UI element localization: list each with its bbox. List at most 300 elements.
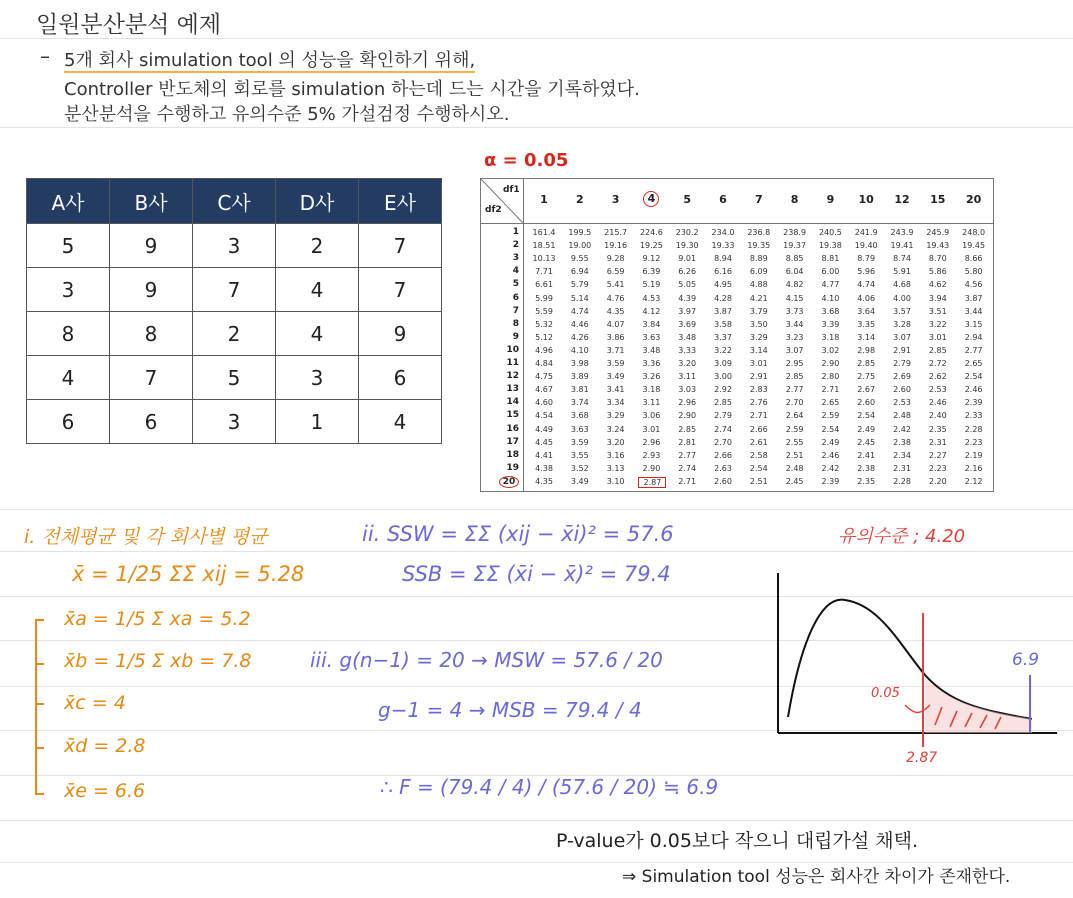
f-table-cell: 2.91 xyxy=(893,345,911,355)
f-table-cell: 3.01 xyxy=(928,332,947,342)
table-cell: 5 xyxy=(193,356,276,400)
f-table-cell: 19.43 xyxy=(926,241,950,251)
table-cell: 7 xyxy=(110,356,193,400)
f-table-cell: 5.79 xyxy=(570,280,589,290)
f-table-cell: 3.84 xyxy=(642,319,661,329)
table-cell: 3 xyxy=(276,356,359,400)
f-table-cell: 2.81 xyxy=(678,437,697,447)
table-row xyxy=(27,268,442,312)
header-e: E사 xyxy=(359,179,442,224)
f-table-cell: 2.60 xyxy=(893,385,911,395)
f-table-col-header: 8 xyxy=(790,193,799,206)
f-table-cell: 6.09 xyxy=(749,267,768,277)
table-cell: 4 xyxy=(359,400,442,444)
f-table-cell: 5.32 xyxy=(535,319,553,329)
f-table-cell: 2.35 xyxy=(857,476,876,486)
table-cell: 9 xyxy=(110,224,193,268)
f-table-cell: 3.79 xyxy=(749,306,768,316)
f-table-cell: 3.64 xyxy=(857,306,876,316)
f-table-row-label: 11 xyxy=(506,358,519,368)
f-table-cell: 3.07 xyxy=(785,345,804,355)
f-table-cell: 2.72 xyxy=(928,359,947,368)
f-table-col-header: 20 xyxy=(965,193,982,206)
conclusion-1: P-value가 0.05보다 작으니 대립가설 채택. xyxy=(556,830,919,852)
f-table-cell: 10.13 xyxy=(532,254,556,264)
f-table-cell: 4.75 xyxy=(535,372,553,382)
f-table-cell: 2.23 xyxy=(928,463,947,473)
f-table-cell: 3.73 xyxy=(785,306,804,316)
f-table-cell: 2.65 xyxy=(821,398,840,408)
f-table-cell: 19.45 xyxy=(962,241,986,251)
f-table-cell: 4.95 xyxy=(714,280,732,290)
f-table-cell: 238.9 xyxy=(783,228,807,237)
df2-label: df2 xyxy=(485,205,502,215)
f-table-cell: 245.9 xyxy=(926,228,950,237)
f-table-cell: 3.37 xyxy=(714,332,732,342)
f-table-cell: 5.05 xyxy=(678,280,697,290)
f-table-cell: 8.89 xyxy=(749,254,768,264)
f-table-cell: 19.33 xyxy=(711,241,735,251)
f-table-cell: 4.21 xyxy=(749,293,768,303)
df1-label: df1 xyxy=(503,185,520,195)
f-table-cell: 2.46 xyxy=(821,450,840,460)
f-table-cell: 2.40 xyxy=(928,411,947,421)
table-cell: 6 xyxy=(110,400,193,444)
f-table-cell: 2.75 xyxy=(857,372,876,382)
f-table-cell: 3.09 xyxy=(714,359,732,368)
mean-b: x̄b = 1/5 Σ xb = 7.8 xyxy=(64,650,252,672)
f-table-cell: 3.28 xyxy=(893,319,911,329)
f-table-col-header: 12 xyxy=(894,193,910,206)
f-table-cell: 3.23 xyxy=(785,332,804,342)
f-table-col-header: 2 xyxy=(575,193,584,206)
f-table-cell: 3.97 xyxy=(678,306,697,316)
f-table-cell: 234.0 xyxy=(711,228,735,237)
page-title: 일원분산분석 예제 xyxy=(36,12,222,38)
f-table-cell: 2.53 xyxy=(928,385,947,395)
f-table-cell: 3.10 xyxy=(606,476,625,486)
f-table-cell: 4.76 xyxy=(606,293,625,303)
f-table-cell: 2.49 xyxy=(821,437,840,447)
table-cell: 7 xyxy=(359,224,442,268)
f-table-cell: 8.74 xyxy=(893,254,911,264)
f-table-cell: 4.84 xyxy=(535,359,553,368)
f-table-cell: 3.11 xyxy=(678,372,697,382)
f-table-cell: 2.16 xyxy=(964,463,983,473)
f-table-cell: 5.91 xyxy=(893,267,911,277)
f-table-cell: 8.79 xyxy=(857,254,876,264)
mean-d: x̄d = 2.8 xyxy=(64,735,146,757)
f-table-cell: 4.74 xyxy=(570,306,589,316)
f-table-cell: 6.59 xyxy=(606,267,625,277)
f-table-cell: 4.74 xyxy=(857,280,876,290)
f-table-col-header: 15 xyxy=(930,193,946,206)
f-table-row-label: 2 xyxy=(512,240,519,251)
f-table-cell: 2.59 xyxy=(821,411,840,421)
company-data-table xyxy=(26,178,442,444)
f-table-cell: 2.54 xyxy=(821,424,840,434)
f-table-cell: 4.39 xyxy=(678,293,697,303)
f-table-cell: 3.34 xyxy=(606,398,625,408)
f-table-cell: 3.74 xyxy=(570,398,589,408)
table-row xyxy=(27,356,442,400)
problem-line-2: Controller 반도체의 회로를 simulation 하는데 드는 시간을 기록하였다. xyxy=(64,79,640,100)
f-table-cell: 8.66 xyxy=(964,254,983,264)
table-cell: 4 xyxy=(276,268,359,312)
f-table-cell: 2.31 xyxy=(928,437,947,447)
f-table-cell: 2.20 xyxy=(928,476,947,486)
f-table-row-label: 13 xyxy=(506,384,519,395)
f-table-cell: 2.83 xyxy=(749,385,768,395)
f-distribution-graph xyxy=(770,565,1065,780)
f-table-cell: 2.95 xyxy=(785,359,804,368)
f-table-cell: 2.46 xyxy=(964,385,983,395)
f-table-cell: 2.33 xyxy=(964,411,983,421)
graph-alpha-label: 0.05 xyxy=(871,686,900,701)
f-table-cell: 3.87 xyxy=(714,306,732,316)
f-table-cell: 2.77 xyxy=(785,385,804,395)
means-bracket xyxy=(30,612,50,802)
f-table-cell: 3.07 xyxy=(893,332,911,342)
f-table-cell: 3.44 xyxy=(964,306,983,316)
f-table-cell: 19.16 xyxy=(604,241,628,251)
step1-title: i. 전체평균 및 각 회사별 평균 xyxy=(24,526,268,548)
f-table-cell: 4.54 xyxy=(535,411,553,421)
f-table-cell: 8.94 xyxy=(714,254,732,264)
f-table-cell: 5.14 xyxy=(570,293,589,303)
f-table-cell: 6.16 xyxy=(714,267,732,277)
f-table-cell: 8.70 xyxy=(928,254,947,264)
f-table-cell: 2.85 xyxy=(678,424,697,434)
f-table-cell: 215.7 xyxy=(604,228,628,237)
f-table-cell: 230.2 xyxy=(675,228,699,237)
f-table-cell: 4.28 xyxy=(714,293,732,303)
msb-formula: g−1 = 4 → MSB = 79.4 / 4 xyxy=(378,698,642,722)
f-table-cell: 2.42 xyxy=(821,463,840,473)
f-table-row-label: 15 xyxy=(506,410,519,421)
f-table-cell: 161.4 xyxy=(532,228,556,237)
f-table-cell: 2.59 xyxy=(785,424,804,434)
f-table-cell: 2.79 xyxy=(893,359,911,368)
f-table-cell: 2.45 xyxy=(857,437,876,447)
f-table-cell: 3.58 xyxy=(714,319,732,329)
f-table-cell: 3.41 xyxy=(606,385,625,395)
f-table-cell: 4.53 xyxy=(642,293,661,303)
f-table-cell: 3.24 xyxy=(606,424,625,434)
f-table-cell: 2.74 xyxy=(678,463,697,473)
f-table-cell: 243.9 xyxy=(890,228,914,237)
f-table-cell: 4.96 xyxy=(535,345,553,355)
f-table-cell: 2.90 xyxy=(642,463,661,473)
f-table-cell: 2.62 xyxy=(928,372,947,382)
f-table-cell: 2.31 xyxy=(893,463,911,473)
f-table-cell: 2.87 xyxy=(638,477,666,488)
table-row xyxy=(27,400,442,444)
table-cell: 3 xyxy=(27,268,110,312)
mean-a: x̄a = 1/5 Σ xa = 5.2 xyxy=(64,608,251,630)
f-table-cell: 2.92 xyxy=(714,385,732,395)
f-table-cell: 6.61 xyxy=(535,280,553,290)
f-table-cell: 19.35 xyxy=(747,241,771,251)
f-table-cell: 3.57 xyxy=(893,306,911,316)
f-table-cell: 5.41 xyxy=(606,280,625,290)
f-table-cell: 2.55 xyxy=(785,437,804,447)
header-c: C사 xyxy=(193,179,276,224)
ssb-formula: SSB = ΣΣ (x̄i − x̄)² = 79.4 xyxy=(402,562,671,586)
f-table-cell: 3.14 xyxy=(857,332,876,342)
f-table-cell: 2.66 xyxy=(749,424,768,434)
f-table-cell: 3.44 xyxy=(785,319,804,329)
f-table-cell: 3.36 xyxy=(642,359,661,368)
f-table-cell: 3.20 xyxy=(606,437,625,447)
f-table-cell: 7.71 xyxy=(535,267,553,277)
f-table-row-label: 12 xyxy=(506,371,519,382)
f-table-cell: 2.85 xyxy=(714,398,732,408)
f-table-cell: 2.58 xyxy=(749,450,768,460)
f-table-cell: 4.35 xyxy=(606,306,625,316)
f-table-cell: 4.26 xyxy=(570,332,589,342)
f-table-cell: 4.00 xyxy=(893,293,911,303)
f-table-cell: 2.38 xyxy=(857,463,876,473)
f-table-cell: 3.13 xyxy=(606,463,625,473)
f-table-cell: 4.35 xyxy=(535,476,553,486)
f-table-cell: 236.8 xyxy=(747,228,771,237)
f-table-cell: 3.48 xyxy=(678,332,697,342)
f-table-cell: 3.71 xyxy=(606,345,625,355)
f-table-cell: 248.0 xyxy=(962,228,986,237)
f-table-cell: 4.77 xyxy=(821,280,840,290)
f-table-cell: 4.67 xyxy=(535,385,553,395)
f-table-cell: 2.54 xyxy=(749,463,768,473)
f-table-cell: 4.45 xyxy=(535,437,553,447)
f-table-cell: 4.56 xyxy=(964,280,983,290)
f-table-cell: 2.27 xyxy=(928,450,947,460)
f-table-cell: 2.70 xyxy=(785,398,804,408)
f-table-cell: 240.5 xyxy=(818,228,842,237)
f-table-cell: 2.79 xyxy=(714,411,732,421)
f-table-cell: 2.85 xyxy=(928,345,947,355)
f-table-cell: 3.59 xyxy=(570,437,589,447)
grand-mean: x̄ = 1/25 ΣΣ xij = 5.28 xyxy=(72,562,305,586)
table-cell: 4 xyxy=(27,356,110,400)
f-table-cell: 2.71 xyxy=(749,411,768,421)
f-table-cell: 19.30 xyxy=(675,241,699,251)
f-table-cell: 3.39 xyxy=(821,319,840,329)
f-table-cell: 2.67 xyxy=(857,385,876,395)
f-table-cell: 2.38 xyxy=(893,437,911,447)
table-cell: 2 xyxy=(276,224,359,268)
f-table-cell: 2.49 xyxy=(857,424,876,434)
f-table-cell: 2.51 xyxy=(749,476,768,486)
f-table-cell: 4.49 xyxy=(535,424,553,434)
f-table-cell: 19.40 xyxy=(854,241,878,251)
f-table-cell: 3.87 xyxy=(964,293,983,303)
f-table-cell: 3.52 xyxy=(570,463,589,473)
f-table-cell: 2.45 xyxy=(785,476,804,486)
f-table-cell: 4.82 xyxy=(785,280,804,290)
significance-value: 유의수준 ; 4.20 xyxy=(838,526,966,547)
table-cell: 3 xyxy=(193,224,276,268)
f-table-cell: 8.81 xyxy=(821,254,840,264)
f-table-row-label: 8 xyxy=(512,318,519,329)
f-table-cell: 2.70 xyxy=(714,437,732,447)
f-table-cell: 3.69 xyxy=(678,319,697,329)
f-table-cell: 3.22 xyxy=(928,319,947,329)
ssw-formula: ii. SSW = ΣΣ (xij − x̄i)² = 57.6 xyxy=(362,522,674,546)
f-table-row-label: 18 xyxy=(506,449,519,460)
f-value: ∴ F = (79.4 / 4) / (57.6 / 20) ≒ 6.9 xyxy=(380,775,719,799)
table-cell: 9 xyxy=(359,312,442,356)
f-table-cell: 4.06 xyxy=(857,293,876,303)
f-table-cell: 4.62 xyxy=(928,280,947,290)
f-table-row-label: 6 xyxy=(512,292,519,303)
f-table-col-header: 6 xyxy=(719,193,727,206)
f-table-row-label: 17 xyxy=(506,436,519,447)
header-b: B사 xyxy=(110,179,193,224)
table-cell: 6 xyxy=(359,356,442,400)
f-table-cell: 9.12 xyxy=(642,254,661,264)
f-table-cell: 3.06 xyxy=(642,411,661,421)
f-table-cell: 3.26 xyxy=(642,372,661,382)
f-table-cell: 2.77 xyxy=(964,345,983,355)
f-table-cell: 3.49 xyxy=(570,476,589,486)
f-table-cell: 2.93 xyxy=(642,450,661,460)
f-table-cell: 2.60 xyxy=(714,476,732,486)
f-table-cell: 2.34 xyxy=(893,450,911,460)
f-table-col-header: 10 xyxy=(858,193,874,206)
f-table-cell: 3.63 xyxy=(642,332,661,342)
f-table-cell: 8.85 xyxy=(785,254,804,264)
f-table-cell: 2.69 xyxy=(893,372,911,382)
f-table-row-label: 4 xyxy=(512,266,519,277)
table-cell: 1 xyxy=(276,400,359,444)
f-table-cell: 4.60 xyxy=(535,398,553,408)
f-table-cell: 2.46 xyxy=(928,398,947,408)
f-table-cell: 2.54 xyxy=(964,372,983,382)
f-table-cell: 4.38 xyxy=(535,463,553,473)
f-table-cell: 3.16 xyxy=(606,450,625,460)
f-table-cell: 3.15 xyxy=(964,319,983,329)
f-table-cell: 4.41 xyxy=(535,450,553,460)
f-table-cell: 2.74 xyxy=(714,424,732,434)
f-table-cell: 3.50 xyxy=(749,319,768,329)
f-table-cell: 4.12 xyxy=(642,306,661,316)
table-cell: 4 xyxy=(276,312,359,356)
f-table-cell: 3.03 xyxy=(678,385,697,395)
f-table-cell: 2.39 xyxy=(821,476,840,486)
f-table-cell: 19.25 xyxy=(639,241,663,251)
f-table-cell: 3.81 xyxy=(570,385,589,395)
f-table-cell: 2.54 xyxy=(857,411,876,421)
f-table-cell: 2.28 xyxy=(893,476,911,486)
f-table-cell: 19.38 xyxy=(818,241,842,251)
f-table-cell: 4.10 xyxy=(570,345,589,355)
f-table-cell: 2.85 xyxy=(857,359,876,368)
f-table-cell: 224.6 xyxy=(639,228,663,237)
f-table-cell: 2.35 xyxy=(928,424,947,434)
table-cell: 6 xyxy=(27,400,110,444)
f-table-cell: 6.94 xyxy=(570,267,589,277)
graph-critical-label: 2.87 xyxy=(906,750,938,766)
f-table-cell: 3.22 xyxy=(714,345,732,355)
f-table-cell: 9.55 xyxy=(570,254,589,264)
f-table-cell: 241.9 xyxy=(854,228,878,237)
f-table-cell: 2.98 xyxy=(857,345,876,355)
f-table-cell: 2.12 xyxy=(964,476,983,486)
f-table-cell: 3.29 xyxy=(749,332,768,342)
mean-c: x̄c = 4 xyxy=(64,692,126,714)
f-table-cell: 2.94 xyxy=(964,332,983,342)
f-table-cell: 2.71 xyxy=(678,476,697,486)
graph-f-label: 6.9 xyxy=(1012,650,1040,670)
f-table-cell: 2.39 xyxy=(964,398,983,408)
table-cell: 7 xyxy=(359,268,442,312)
f-distribution-table xyxy=(480,178,994,492)
f-table-cell: 18.51 xyxy=(532,241,556,251)
f-table-cell: 2.63 xyxy=(714,463,732,473)
f-table-row-label: 10 xyxy=(506,344,519,355)
table-cell: 7 xyxy=(193,268,276,312)
table-cell: 3 xyxy=(193,400,276,444)
f-table-corner xyxy=(481,179,524,223)
f-table-cell: 2.85 xyxy=(785,372,804,382)
f-table-cell: 2.80 xyxy=(821,372,840,382)
bullet-dash: – xyxy=(40,44,50,68)
f-table-cell: 2.51 xyxy=(785,450,804,460)
f-table-cell: 2.42 xyxy=(893,424,911,434)
f-table-row-label: 9 xyxy=(512,331,519,342)
f-table-cell: 6.00 xyxy=(821,267,840,277)
f-table-cell: 3.94 xyxy=(928,293,947,303)
f-table-cell: 199.5 xyxy=(568,228,592,237)
table-cell: 8 xyxy=(27,312,110,356)
f-table-cell: 5.96 xyxy=(857,267,876,277)
f-table-cell: 3.63 xyxy=(570,424,589,434)
f-table-cell: 4.68 xyxy=(893,280,911,290)
f-table-cell: 3.29 xyxy=(606,411,625,421)
f-table-cell: 3.18 xyxy=(642,385,661,395)
f-table-cell: 3.98 xyxy=(570,359,589,368)
f-table-row-label: 1 xyxy=(512,227,519,237)
f-table-cell: 3.01 xyxy=(642,424,661,434)
f-table-col-header: 7 xyxy=(754,193,763,206)
f-table-cell: 2.96 xyxy=(642,437,661,447)
f-table-cell: 2.65 xyxy=(964,359,983,368)
f-table-cell: 3.14 xyxy=(749,345,768,355)
table-row xyxy=(27,312,442,356)
f-table-cell: 9.01 xyxy=(678,254,697,264)
f-table-cell: 2.28 xyxy=(964,424,983,434)
f-table-cell: 6.26 xyxy=(678,267,697,277)
f-table-row-label: 20 xyxy=(499,476,519,488)
f-table-cell: 3.35 xyxy=(857,319,876,329)
f-table-col-header: 9 xyxy=(826,193,835,206)
f-table-cell: 19.41 xyxy=(890,241,914,251)
f-table-row-label: 16 xyxy=(506,423,519,434)
problem-line-3: 분산분석을 수행하고 유의수준 5% 가설검정 수행하시오. xyxy=(64,104,510,125)
header-d: D사 xyxy=(276,179,359,224)
msw-formula: iii. g(n−1) = 20 → MSW = 57.6 / 20 xyxy=(310,648,663,672)
f-table-cell: 3.18 xyxy=(821,332,840,342)
f-table-cell: 2.48 xyxy=(785,463,804,473)
table-cell: 2 xyxy=(193,312,276,356)
f-table-cell: 2.41 xyxy=(857,450,876,460)
f-table-row-label: 19 xyxy=(506,462,519,473)
f-table-cell: 3.48 xyxy=(642,345,661,355)
f-table-cell: 4.15 xyxy=(785,293,804,303)
f-table-cell: 5.99 xyxy=(535,293,553,303)
f-table-cell: 3.68 xyxy=(821,306,840,316)
